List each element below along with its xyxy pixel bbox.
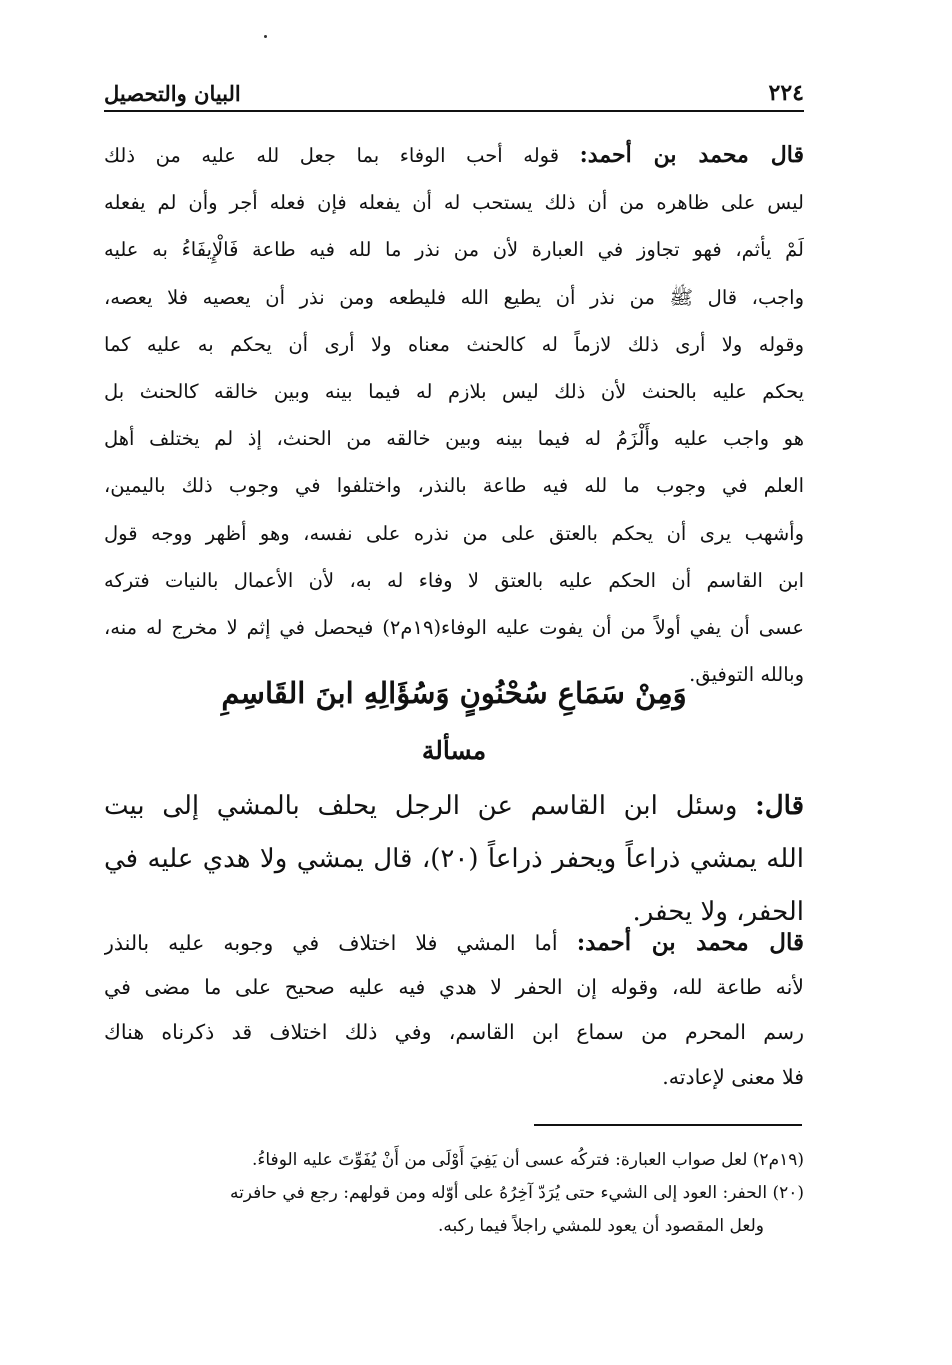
text-line: قال محمد بن أحمد: أما المشي فلا اختلاف في وجوبه عليه بالنذر (104, 929, 804, 956)
speaker-lead: قال محمد بن أحمد: (576, 929, 804, 956)
text-line: العلم في وجوب ما لله فيه طاعة بالنذر، واختلفوا في وجوب ذلك باليمين، (104, 474, 804, 498)
footnotes (104, 1144, 804, 1243)
text-line: واجب، قال ﷺ من نذر أن يطيع الله فليطعه ومن نذر أن يعصيه فلا يعصه، (104, 285, 804, 309)
running-header (104, 70, 804, 112)
footnote-line: (١٩م٢) لعل صواب العبارة: فتركُه عسى أن يَفِيَ أَوْلَى من أَنْ يُفَوِّتَ عليه الوفاءُ. (251, 1150, 804, 1170)
paragraph-2 (104, 780, 804, 939)
text-line: وقوله ولا أرى ذلك لازماً له كالحنث معناه ولا أرى أن يحكم به عليه كما (104, 332, 804, 356)
text-line: الحفر، ولا يحفر. (632, 897, 804, 927)
section-heading: وَمِنْ سَمَاعِ سُحْنُونٍ وَسُؤَالِهِ ابنَ القَاسِمِ (221, 676, 687, 710)
text-line: لَمْ يأثم، فهو تجاوز في العبارة لأن من نذر ما لله فيه طاعة فَالْإِيفَاءُ به عليه (104, 238, 804, 262)
page-number: ٢٢٤ (768, 80, 804, 106)
text-line: عسى أن يفي أولاً من أن يفوت عليه الوفاء(١٩م٢) فيحصل في إثم لا مخرج له منه، (104, 615, 804, 639)
text-line: رسم المحرم من سماع ابن القاسم، وفي ذلك اختلاف قد ذكرناه هناك (104, 1020, 804, 1044)
scan-speck (264, 35, 267, 38)
text-line: قال محمد بن أحمد: قوله أحب الوفاء بما جعل لله عليه من ذلك (104, 142, 804, 168)
paragraph-1 (104, 132, 804, 698)
text-line: قال: وسئل ابن القاسم عن الرجل يحلف بالمشي إلى بيت (104, 791, 804, 821)
text-line: هو واجب عليه وأَلْزَمُ له فيما بينه وبين خالقه من الحنث، إذ لم يختلف أهل (104, 427, 804, 451)
text-line: وأشهب يرى أن يحكم بالعتق على من نذره على نفسه، وهو أظهر ووجه قول (104, 521, 804, 545)
speaker-lead: قال محمد بن أحمد: (579, 142, 804, 168)
text-line: فلا معنى لإعادته. (662, 1065, 804, 1089)
masala-heading: مسألة (421, 736, 487, 765)
footnote-line: ولعل المقصود أن يعود للمشي راجلاً فيما ركبه. (438, 1216, 764, 1236)
footnote-line: (٢٠) الحفر: العود إلى الشيء حتى يُرَدّ آخِرُهُ على أوّله ومن قولهم: رجع في حافرته (229, 1183, 804, 1203)
footnote-separator (534, 1124, 802, 1126)
text-line: ليس على ظاهره من أن ذلك يستحب له أن يفعله فإن فعله أجر وأن لم يفعله (104, 191, 804, 215)
text-line: ابن القاسم أن الحكم عليه بالعتق لا وفاء له به، لأن الأعمال بالنيات فتركه (104, 568, 804, 592)
speaker-lead: قال: (755, 791, 804, 821)
text-line: وبالله التوفيق. (689, 663, 804, 687)
text-line: الله يمشي ذراعاً ويحفر ذراعاً (٢٠)، قال يمشي ولا هدي عليه في (104, 844, 804, 874)
paragraph-3 (104, 920, 804, 1100)
text-line: يحكم عليه بالحنث لأن ذلك ليس بلازم له فيما بينه وبين خالقه كالحنث بل (104, 379, 804, 403)
book-title: البيان والتحصيل (104, 81, 241, 106)
text-line: لأنه طاعة لله، وقوله إن الحفر لا هدي فيه عليه صحيح على ما مضى في (104, 975, 804, 999)
